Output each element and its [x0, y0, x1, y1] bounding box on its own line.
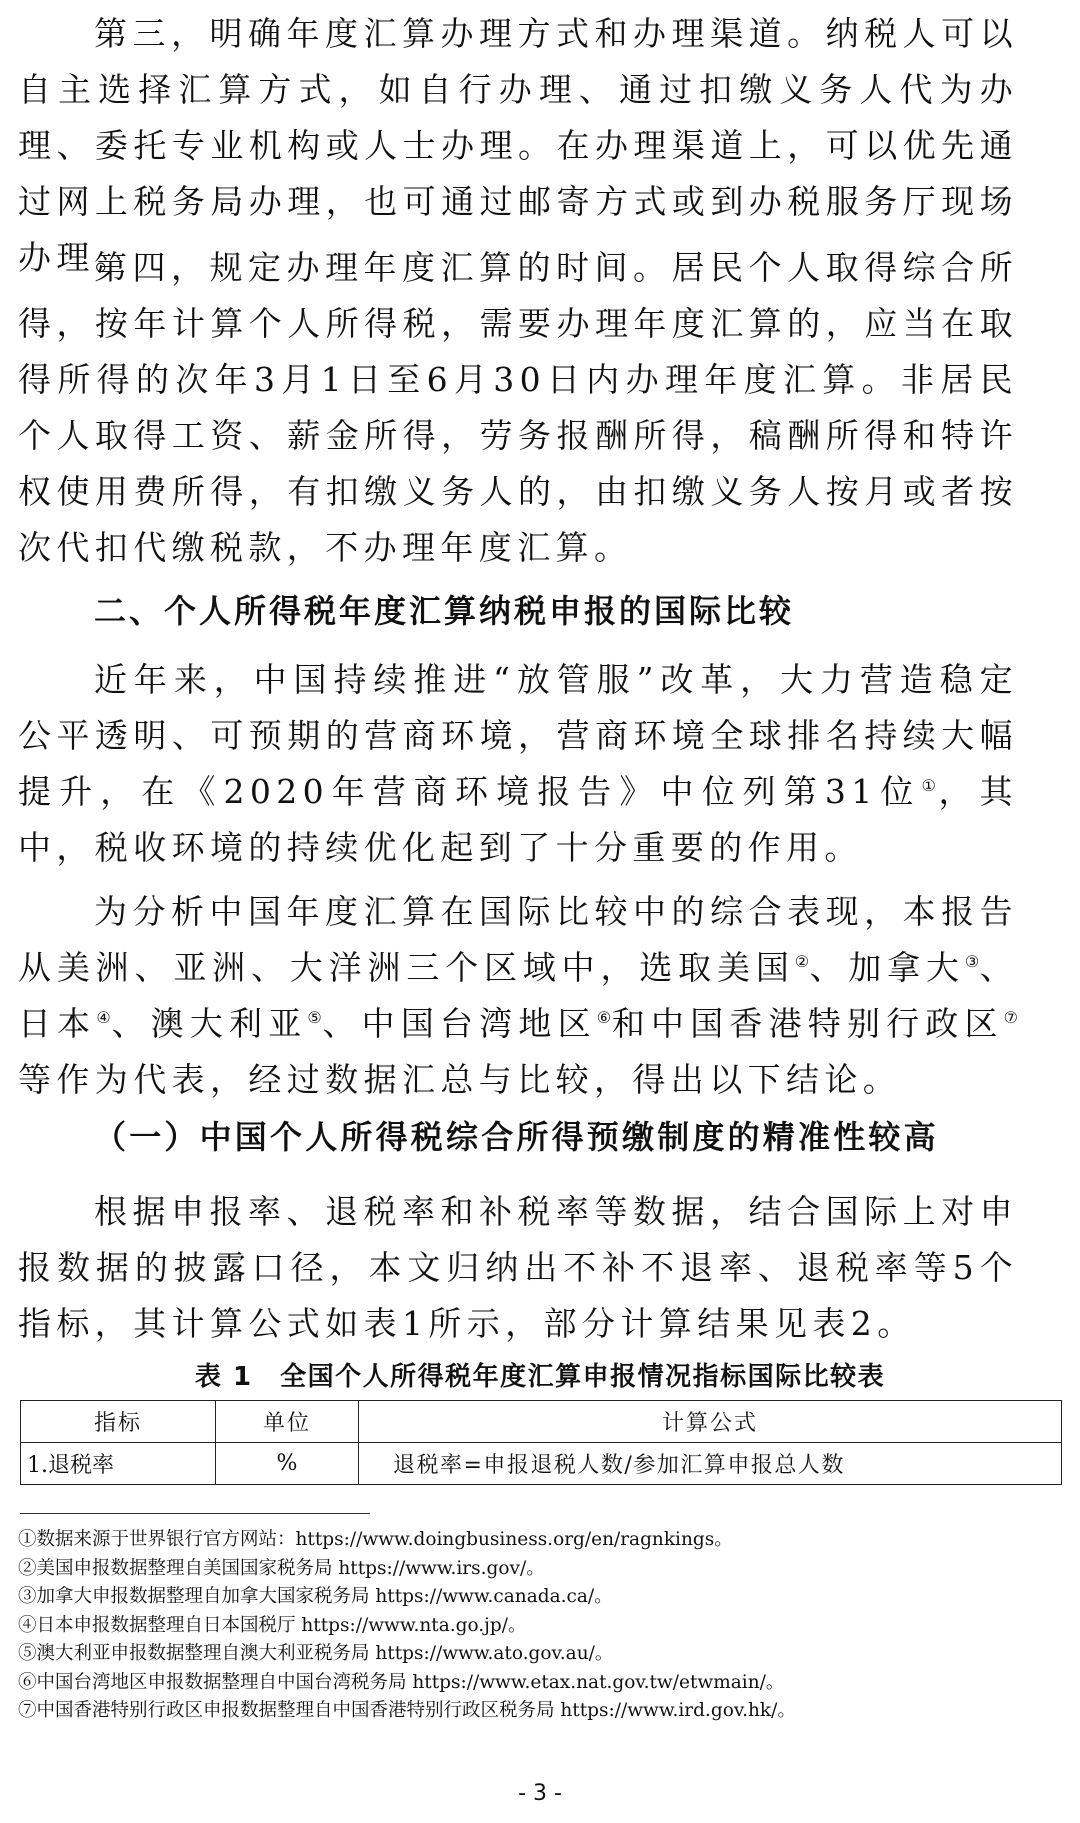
footnote-item: ⑤澳大利亚申报数据整理自澳大利亚税务局 https://www.ato.gov.au/。	[18, 1643, 614, 1664]
paragraph-indicators	[18, 1184, 1018, 1352]
table-cell-indicator: 1.退税率	[21, 1443, 216, 1485]
paragraph-selected-regions	[18, 884, 1018, 1108]
paragraph-text: 、日本	[18, 948, 1019, 1043]
table-title: 表 1 全国个人所得税年度汇算申报情况指标国际比较表	[194, 1362, 886, 1392]
paragraph-text: 第三，明确年度汇算办理方式和办理渠道。纳税人可以自主选择汇算方式，如自行办理、通过扣缴义务人代为办理、委托专业机构或人士办理。在办理渠道上，可以优先通过网上税务局办理，也可通过邮寄方式或到办税服务厅现场办理。	[18, 14, 1018, 277]
table-row	[21, 1443, 1062, 1485]
paragraph-text: 、中国台湾地区	[322, 1004, 597, 1043]
paragraph-text: 根据申报率、退税率和补税率等数据，结合国际上对申报数据的披露口径，本文归纳出不补不退率、退税率等5个指标，其计算公式如表1所示，部分计算结果见表2。	[18, 1192, 1018, 1343]
footnote-item: ③加拿大申报数据整理自加拿大国家税务局 https://www.canada.ca/。	[18, 1586, 613, 1607]
table-header-row	[21, 1401, 1062, 1443]
paragraph-text: ，其中，税收环境的持续优化起到了十分重要的作用。	[18, 772, 1018, 867]
paragraph-fourth-time	[18, 240, 1018, 576]
footnote-mark: ④	[96, 1008, 112, 1027]
table-cell-unit: %	[216, 1443, 359, 1485]
footnote-item: ⑦中国香港特别行政区申报数据整理自中国香港特别行政区税务局 https://www.ird.gov.hk/。	[18, 1700, 796, 1721]
paragraph-text: 为分析中国年度汇算在国际比较中的综合表现，本报告从美洲、亚洲、大洋洲三个区域中，选取美国	[18, 892, 1018, 987]
section-heading-international-comparison: 二、个人所得税年度汇算纳税申报的国际比较	[94, 592, 795, 630]
paragraph-text: 、加拿大	[809, 948, 965, 987]
footnote-mark: ⑦	[1003, 1008, 1018, 1027]
footnote-item: ②美国申报数据整理自美国国家税务局 https://www.irs.gov/。	[18, 1557, 545, 1579]
paragraph-business-environment	[18, 652, 1018, 876]
footnote-mark: ⑤	[307, 1008, 323, 1027]
footnote-item: ⑥中国台湾地区申报数据整理自中国台湾税务局 https://www.etax.nat.gov.tw/etwmain/。	[18, 1671, 785, 1693]
paragraph-text: 第四，规定办理年度汇算的时间。居民个人取得综合所得，按年计算个人所得税，需要办理年度汇算的，应当在取得所得的次年3月1日至6月30日内办理年度汇算。非居民个人取得工资、薪金所得，劳务报酬所得，稿酬所得和特许权使用费所得，有扣缴义务人的，由扣缴义务人按月或者按次代扣代缴税款，不办理年度汇算。	[18, 248, 1018, 567]
subsection-heading-prepayment-accuracy: （一）中国个人所得税综合所得预缴制度的精准性较高	[94, 1118, 939, 1156]
footnotes	[18, 1526, 1058, 1726]
paragraph-text: 、澳大利亚	[111, 1004, 308, 1043]
footnote-divider	[20, 1513, 370, 1514]
footnote-item: ④日本申报数据整理自日本国税厅 https://www.nta.go.jp/。	[18, 1614, 527, 1636]
footnote-mark: ②	[794, 952, 810, 971]
table-cell-formula: 退税率=申报退税人数/参加汇算申报总人数	[359, 1443, 1062, 1485]
footnote-item: ①数据来源于世界银行官方网站：https://www.doingbusiness.org/en/ragnkings。	[18, 1529, 733, 1550]
footnote-mark: ③	[964, 952, 980, 971]
footnote-mark: ①	[921, 776, 939, 795]
indicator-table	[20, 1400, 1062, 1485]
paragraph-text: 近年来，中国持续推进“放管服”改革，大力营造稳定公平透明、可预期的营商环境，营商环境全球排名持续大幅提升，在《2020年营商环境报告》中位列第31位	[18, 660, 1018, 811]
table-header-unit: 单位	[216, 1401, 359, 1443]
table-header-indicator: 指标	[21, 1401, 216, 1443]
paragraph-text: 等作为代表，经过数据汇总与比较，得出以下结论。	[18, 1060, 902, 1099]
page-number: - 3 -	[518, 1781, 562, 1806]
table-header-formula: 计算公式	[359, 1401, 1062, 1443]
paragraph-text: 和中国香港特别行政区	[611, 1004, 1004, 1043]
footnote-mark: ⑥	[596, 1008, 612, 1027]
